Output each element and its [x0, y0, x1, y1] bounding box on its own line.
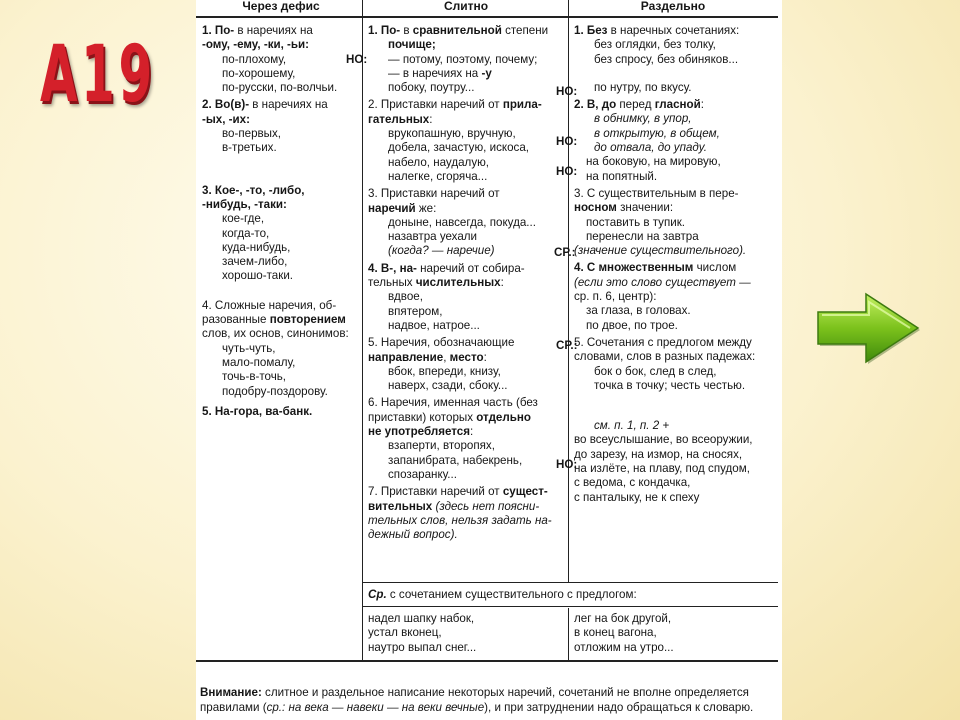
rule-1-title: 1. Без	[574, 24, 608, 37]
rule-2-example: в открытую, в общем,	[594, 126, 720, 140]
header-together: Слитно	[443, 0, 489, 13]
no-marker: НО:	[556, 458, 578, 471]
rule-6-example: спозаранку...	[388, 467, 457, 481]
rule-2-example: набело, наудалую,	[388, 155, 490, 169]
rule-7-title: 7. Приставки наречий от	[368, 485, 503, 499]
rule-2: 2. Приставки наречий от прила- гательных: врукопашную, вручную, добела, зачастую, искоса, набело, наудалую, налегке, сгоряча...	[368, 98, 566, 184]
rule-2-example: добела, зачастую, искоса,	[388, 141, 529, 155]
rule-5: 5. Сочетания с предлогом между словами, слов в разных падежах: бок о бок, след в след, точка в точку; честь честью.	[574, 336, 774, 393]
rule-2-example: во-первых,	[222, 127, 282, 141]
rule-2-example: врукопашную, вручную,	[388, 127, 516, 141]
rule-5-example: наверх, сзади, сбоку...	[388, 379, 508, 393]
comparison-example: наутро выпал снег...	[368, 640, 477, 654]
rule-1-example: без оглядки, без толку,	[594, 38, 716, 52]
rule-5-title: 5. На-гора, ва-банк.	[202, 404, 313, 418]
column-hyphen	[202, 24, 360, 419]
rule-6	[574, 419, 774, 505]
comparison-rule-2	[363, 606, 778, 607]
column-separate	[574, 24, 774, 505]
rule-3-example: кое-где,	[222, 212, 265, 226]
rule-3-title: 3. Кое-, -то, -либо,	[202, 183, 305, 197]
rule-3: 3. С существительным в пере- носном значении: поставить в тупик. перенесли на завтра (значение существительного).	[574, 187, 774, 258]
comparison-rule	[363, 582, 778, 583]
rule-4-example: чуть-чуть,	[222, 341, 276, 355]
rule-6-reference: см. п. 1, п. 2 +	[594, 419, 670, 433]
rule-1-suffixes: -ому, -ему, -ки, -ьи:	[202, 38, 310, 52]
rule-6-example: взаперти, второпях,	[388, 439, 495, 453]
rule-3-example: зачем-либо,	[222, 255, 288, 269]
rule-1: 1. По- в сравнительной степени почище; — потому, поэтому, почему; — в наречиях на -у побоку, поутру...	[368, 24, 566, 95]
rule-6-example: на излёте, на плаву, под спудом,	[574, 462, 750, 476]
rule-5-title: 5. Наречия, обозначающие	[368, 336, 515, 350]
header-hyphen: Через дефис	[242, 0, 320, 13]
rule-1-example: по-плохому,	[222, 52, 287, 66]
rule-3-example: (когда? — наречие)	[388, 244, 495, 258]
rule-2-example: в-третьих.	[222, 141, 277, 155]
rule-3-example: хорошо-таки.	[222, 269, 294, 283]
rule-4-title: 4. В-, на-	[368, 261, 417, 275]
column-divider-1	[362, 0, 363, 662]
rule-4-example: вдвое,	[388, 290, 423, 304]
rule-1: 1. По- в наречиях на -ому, -ему, -ки, -ьи: по-плохому, по-хорошему, по-русски, по-волчьи.	[202, 24, 360, 95]
rule-5-example: вбок, впереди, книзу,	[388, 364, 501, 378]
no-marker: НО:	[346, 53, 368, 66]
rule-1: 1. Без в наречных сочетаниях: без оглядки, без толку, без спросу, без обиняков... по нутру, по вкусу.	[574, 24, 774, 95]
next-arrow-icon[interactable]	[814, 292, 922, 364]
rule-3: 3. Приставки наречий от наречий же: доныне, навсегда, покуда... назавтра уехали (когда? — наречие)	[368, 187, 566, 258]
comparison-left	[368, 612, 568, 655]
rule-2-example: до отвала, до упаду.	[594, 141, 707, 155]
rule-3-example: поставить в тупик.	[586, 215, 686, 229]
rule-6-example: с панталыку, не к спеху	[574, 490, 700, 504]
rule-1-example: — потому, поэтому, почему;	[388, 52, 538, 66]
rule-4: 4. В-, на- наречий от собира- тельных числительных: вдвое, впятером, надвое, натрое...	[368, 262, 566, 333]
rule-6: 6. Наречия, именная часть (без приставки) которых отдельно не употребляется: взаперти, второпях, запанибрата, набекрень, спозаранку...	[368, 396, 566, 482]
rule-4-example: по двое, по трое.	[586, 318, 678, 332]
rule-6-title: 6. Наречия, именная часть (без	[368, 396, 538, 410]
rule-4: 4. С множественным числом (если это слово существует — ср. п. 6, центр): за глаза, в головах. по двое, по трое.	[574, 261, 774, 332]
comparison-right	[574, 612, 774, 655]
rule-4-example: за глаза, в головах.	[586, 304, 691, 318]
column-together	[368, 24, 566, 542]
rule-1-title: 1. По-	[202, 24, 235, 37]
rule-6-example: запанибрата, набекрень,	[388, 453, 523, 467]
no-marker: НО:	[556, 135, 578, 148]
header-separate: Раздельно	[640, 0, 706, 13]
rule-2-title: 2. Во(в)-	[202, 98, 250, 112]
rule-1-example: по-хорошему,	[222, 66, 296, 80]
rule-4-example: точь-в-точь,	[222, 370, 287, 384]
rule-1-example: побоку, поутру...	[388, 81, 475, 95]
rule-3-example: куда-нибудь,	[222, 240, 291, 254]
comparison-example: лег на бок другой,	[574, 612, 672, 625]
rule-5-example: бок о бок, след в след,	[594, 364, 717, 378]
sr-marker: СР.:	[554, 246, 576, 259]
rule-3-example: назавтра уехали	[388, 230, 478, 244]
rule-5	[202, 405, 360, 419]
no-marker: НО:	[556, 85, 578, 98]
rule-4-example: мало-помалу,	[222, 355, 296, 369]
header-rule	[196, 16, 778, 18]
rule-1-example: почище;	[388, 38, 436, 52]
comparison-example: надел шапку набок,	[368, 612, 475, 625]
rule-6-example: до зарезу, на измор, на сносях,	[574, 447, 743, 461]
rule-7: 7. Приставки наречий от сущест- вительных (здесь нет поясни- тельных слов, нельзя задать на- дежный вопрос).	[368, 485, 552, 542]
rule-2: 2. Во(в)- в наречиях на -ых, -их: во-первых, в-третьих.	[202, 98, 360, 155]
rule-6-example: во всеуслышание, во всеоружии,	[574, 433, 753, 447]
rule-5-example: точка в точку; честь честью.	[594, 378, 746, 392]
rule-1-example: по-русски, по-волчьи.	[222, 81, 338, 95]
rule-4-example: подобру-поздорову.	[222, 384, 328, 398]
rule-4-title: 4. С	[574, 261, 599, 275]
rule-2-example: налегке, сгоряча...	[388, 169, 488, 183]
rule-1-example: по нутру, по вкусу.	[594, 80, 692, 94]
rule-4: 4. Сложные наречия, об- разованные повторением слов, их основ, синонимов: чуть-чуть, мало-помалу, точь-в-точь, подобру-поздорову.	[202, 299, 360, 399]
comparison-example: устал вконец,	[368, 626, 442, 640]
rule-2-example: на попятный.	[586, 169, 658, 183]
rule-3: 3. Кое-, -то, -либо, -нибудь, -таки: кое-где, когда-то, куда-нибудь, зачем-либо, хорошо-таки.	[202, 184, 360, 284]
bottom-rule	[196, 660, 778, 662]
rule-3-example: доныне, навсегда, покуда...	[388, 215, 536, 229]
attention-note: Внимание: слитное и раздельное написание некоторых наречий, сочетаний не вполне определяется правилами (ср.: на века — навеки — на веки вечные), и при затруднении надо обращаться к словарю.	[200, 686, 754, 714]
rule-3-example: (значение существительного).	[574, 244, 747, 258]
rule-5-title: 5. Сочетания с предлогом между	[574, 335, 752, 349]
no-marker: НО:	[556, 165, 578, 178]
rule-4-example: надвое, натрое...	[388, 318, 480, 332]
rule-2: 2. В, до перед гласной: в обнимку, в упор, в открытую, в общем, до отвала, до упаду. на боковую, на мировую, на попятный.	[574, 98, 774, 184]
rule-2-example: на боковую, на мировую,	[586, 155, 721, 169]
rule-3-title: 3. Приставки наречий от	[368, 187, 500, 201]
rule-2-title: 2. В, до	[574, 98, 617, 112]
comparison-example: в конец вагона,	[574, 626, 657, 640]
column-divider-2b	[568, 608, 569, 662]
rule-3-example: перенесли на завтра	[586, 229, 699, 243]
comparison-title: Ср. с сочетанием существительного с предлогом:	[368, 588, 637, 601]
rule-5: 5. Наречия, обозначающие направление, место: вбок, впереди, книзу, наверх, сзади, сбоку...	[368, 336, 566, 393]
comparison-example: отложим на утро...	[574, 640, 674, 654]
rules-table-document	[196, 0, 782, 720]
rule-4-example: впятером,	[388, 304, 443, 318]
sr-marker: СР.:	[556, 339, 578, 352]
rule-4-title: 4. Сложные наречия, об-	[202, 298, 337, 312]
rule-2-example: в обнимку, в упор,	[594, 112, 692, 126]
rule-3-example: когда-то,	[222, 226, 270, 240]
rule-3-title: 3. С существительным в пере-	[574, 186, 739, 200]
rule-2-title: 2. Приставки наречий от	[368, 98, 503, 112]
rule-1-title: 1. По-	[368, 24, 401, 37]
slide-label: А19	[40, 30, 156, 120]
rule-1-example: без спросу, без обиняков...	[594, 52, 739, 66]
rule-6-example: с ведома, с кондачка,	[574, 476, 691, 490]
